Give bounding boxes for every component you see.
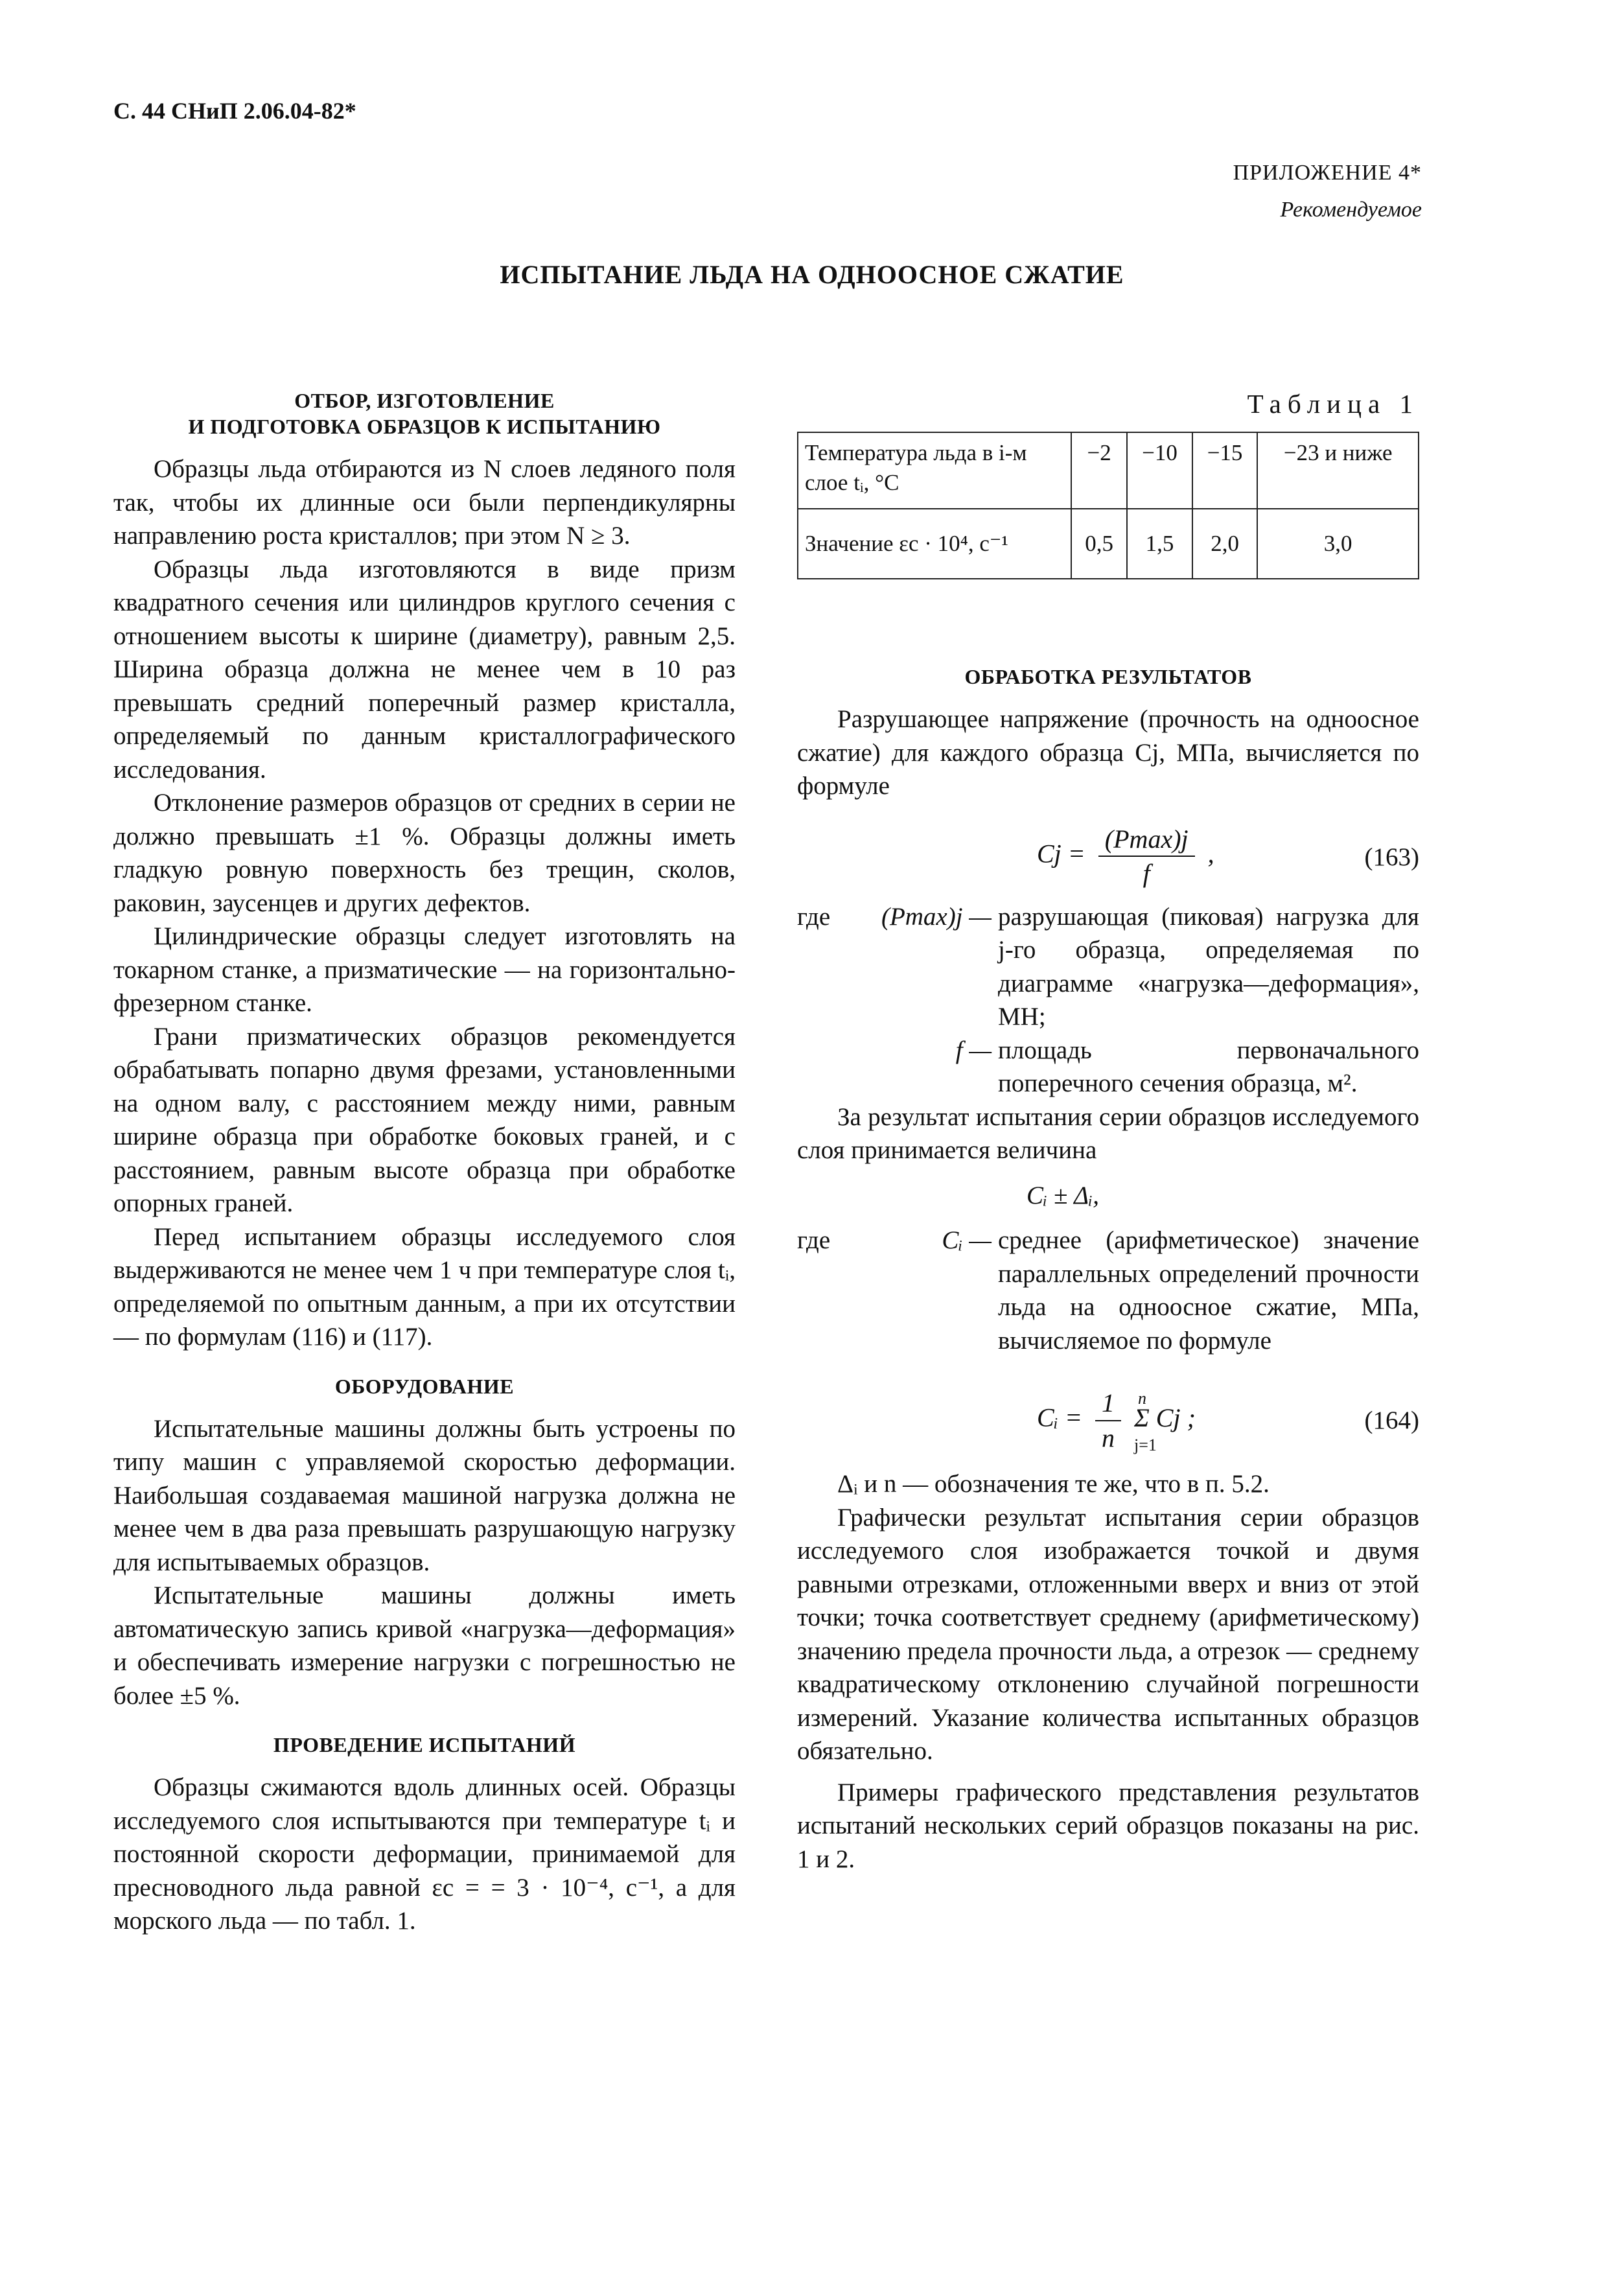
section-heading-sampling [113,388,736,439]
formula-lhs: Cj = [1037,839,1085,868]
table-cell: 0,5 [1071,509,1127,579]
where-label: где [797,902,831,931]
formula-fraction [1098,822,1195,891]
paragraph: Цилиндрические образцы следует изготовлять на токарном станке, а призматические — на горизонтально-фрезерном станке. [113,922,736,1017]
formula-lhs: Cᵢ = [1037,1403,1082,1432]
fraction-numerator: (Pmax)j [1098,822,1195,857]
table-cell: 3,0 [1257,509,1419,579]
definition-symbol: f — [955,1036,992,1064]
heading-line-2: И ПОДГОТОВКА ОБРАЗЦОВ К ИСПЫТАНИЮ [188,415,661,438]
sum-upper-limit: n [1138,1388,1146,1408]
paragraph: Перед испытанием образцы исследуемого слоя выдерживаются не менее чем 1 ч при температуре слоя tᵢ, определяемой по опытным данным, а при их отсутствии — по формулам (116) и (117). [113,1222,736,1351]
paragraph: Испытательные машины должны иметь автоматическую запись кривой «нагрузка—деформация» и обеспечивать измерение нагрузки с погрешностью не более ±5 %. [113,1581,736,1710]
result-expression: Cᵢ ± Δᵢ, [1027,1181,1099,1209]
paragraph: Графически результат испытания серии образцов исследуемого слоя изображается точкой и двумя равными отрезками, отложенными вверх и вниз от этой точки; точка соответствует среднему (арифметическому) значению предела прочности льда, а отрезок — среднему квадратическому отклонению случайной погрешности измерений. Указание количества испытанных образцов обязательно. [797,1503,1419,1765]
table-cell: −23 и ниже [1257,432,1419,509]
table-cell: −10 [1127,432,1192,509]
left-column [113,388,736,1938]
formula-number: (164) [1364,1406,1419,1434]
definition-symbol: (Pmax)j — [881,902,992,931]
section-heading-testing: ПРОВЕДЕНИЕ ИСПЫТАНИЙ [273,1733,576,1756]
formula-fraction [1095,1386,1121,1454]
table-cell: Значение εc · 10⁴, c⁻¹ [798,509,1071,579]
paragraph: Образцы льда изготовляются в виде призм квадратного сечения или цилиндров круглого сечения с отношением высоты к ширине (диаметру), равным 2,5. Ширина образца должна не менее чем в 10 раз превышать средний поперечный размер кристалла, определяемый по данным кристаллографического исследования. [113,555,736,784]
right-column [797,388,1419,1876]
table-row [798,509,1419,579]
definition-row [797,1224,1419,1357]
sum-lower-limit: j=1 [1134,1435,1157,1454]
formula-164 [797,1364,1419,1461]
document-title: ИСПЫТАНИЕ ЛЬДА НА ОДНООСНОЕ СЖАТИЕ [500,260,1124,289]
paragraph: Испытательные машины должны быть устроены по типу машин с управляемой скоростью деформации. Наибольшая создаваемая машиной нагрузка должна не менее чем в два раза превышать разрушающую нагрузку для испытываемых образцов. [113,1414,736,1576]
definition-row [797,1034,1419,1101]
table-cell: −15 [1192,432,1258,509]
paragraph: Отклонение размеров образцов от средних в серии не должно превышать ±1 %. Образцы должны иметь гладкую ровную поверхность без трещин, сколов, раковин, заусенцев и других дефектов. [113,789,736,917]
ice-parameters-table [797,432,1419,579]
appendix-status: Рекомендуемое [1280,198,1422,222]
paragraph: Δᵢ и n — обозначения те же, что в п. 5.2. [837,1470,1270,1498]
section-heading-processing: ОБРАБОТКА РЕЗУЛЬТАТОВ [964,665,1252,688]
definition-row [797,900,1419,1034]
summation [1134,1388,1196,1454]
section-heading-equipment: ОБОРУДОВАНИЕ [334,1374,515,1398]
paragraph: Грани призматических образцов рекомендуется обрабатывать попарно двумя фрезами, установленными на одном валу, с расстоянием между ними, равным ширине образца при обработке боковых граней, и с расстоянием, равным высоте образца при обработке опорных граней. [113,1022,736,1217]
sum-expression: Σ Cj ; [1134,1403,1196,1432]
paragraph: Разрушающее напряжение (прочность на одноосное сжатие) для каждого образца Cj, МПа, вычисляется по формуле [797,705,1419,800]
definition-text: среднее (арифметическое) значение параллельных определений прочности льда на одноосное сжатие, МПа, вычисляемое по формуле [998,1226,1419,1355]
table-cell: Температура льда в i-м слое tᵢ, °С [798,432,1071,509]
definition-text: разрушающая (пиковая) нагрузка для j-го образца, определяемая по диаграмме «нагрузка—деформация», МН; [998,902,1419,1031]
definition-text: площадь первоначального поперечного сечения образца, м². [998,1036,1419,1097]
fraction-denominator: n [1102,1423,1115,1452]
appendix-number: ПРИЛОЖЕНИЕ 4* [1233,161,1422,185]
table-label: Таблица 1 [1247,389,1419,419]
definition-symbol: Cᵢ — [942,1226,992,1254]
where-label: где [797,1226,831,1254]
table-cell: 2,0 [1192,509,1258,579]
table-cell: −2 [1071,432,1127,509]
paragraph: Примеры графического представления результатов испытаний нескольких серий образцов показаны на рис. 1 и 2. [797,1778,1419,1873]
formula-163 [797,810,1419,894]
fraction-numerator: 1 [1095,1386,1121,1421]
paragraph: За результат испытания серии образцов исследуемого слоя принимается величина [797,1102,1419,1164]
table-row [798,432,1419,509]
paragraph: Образцы льда отбираются из N слоев ледяного поля так, чтобы их длинные оси были перпендикулярны направлению роста кристаллов; при этом N ≥ 3. [113,455,736,550]
formula-number: (163) [1364,843,1419,871]
formula-tail: , [1207,839,1214,868]
heading-line-1: ОТБОР, ИЗГОТОВЛЕНИЕ [294,389,555,412]
table-cell: 1,5 [1127,509,1192,579]
fraction-denominator: f [1143,859,1150,888]
page-reference: С. 44 СНиП 2.06.04-82* [113,98,356,124]
paragraph: Образцы сжимаются вдоль длинных осей. Образцы исследуемого слоя испытываются при температуре tᵢ и постоянной скорости деформации, принимаемой для пресноводного льда равной εc = = 3 · 10⁻⁴, c⁻¹, а для морского льда — по табл. 1. [113,1773,736,1935]
